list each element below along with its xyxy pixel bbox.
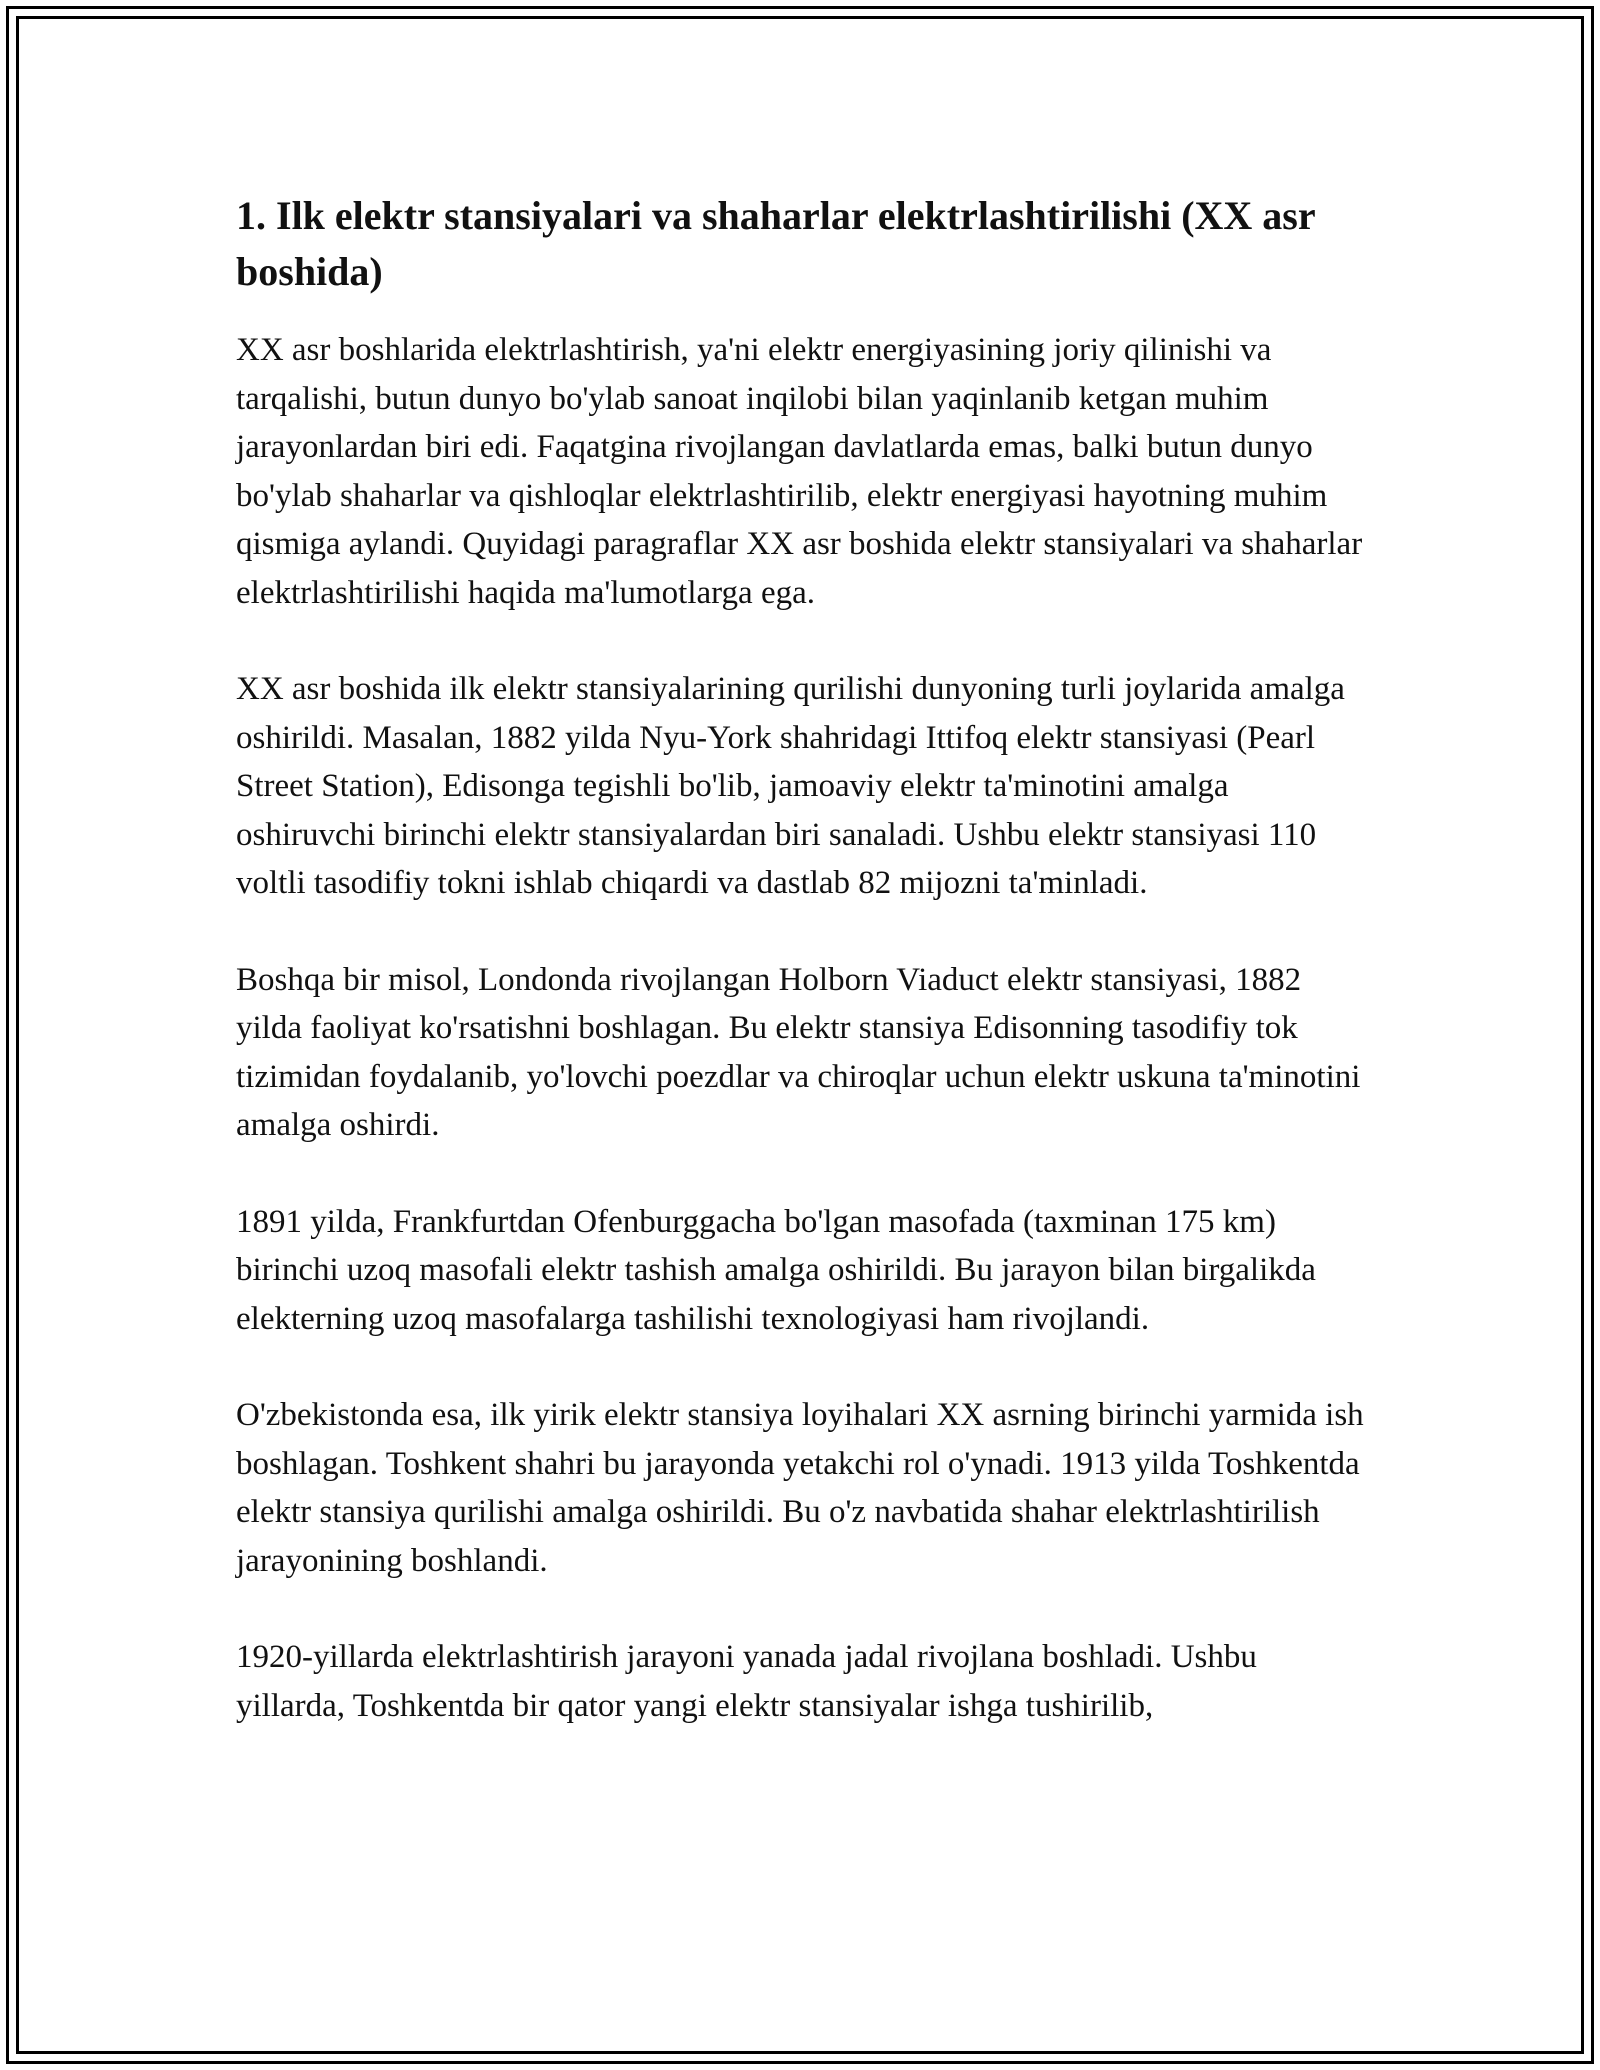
- paragraph: O'zbekistonda esa, ilk yirik elektr stansiya loyihalari XX asrning birinchi yarmida ish boshlagan. Toshkent shahri bu jarayonda yetakchi rol o'ynadi. 1913 yilda Toshkentda elektr stansiya qurilishi amalga oshirildi. Bu o'z navbatida shahar elektrlashtirilish jarayonining boshlandi.: [236, 1397, 1364, 1579]
- paragraph: 1920-yillarda elektrlashtirish jarayoni yanada jadal rivojlana boshladi. Ushbu yillarda, Toshkentda bir qator yangi elektr stansiyalar ishga tushirilib,: [236, 1639, 1257, 1724]
- document-body: [236, 188, 1366, 1730]
- paragraph: XX asr boshida ilk elektr stansiyalarining qurilishi dunyoning turli joylarida amalga oshirildi. Masalan, 1882 yilda Nyu-York shahridagi Ittifoq elektr stansiyasi (Pearl Street Station), Edisonga tegishli bo'lib, jamoaviy elektr ta'minotini amalga oshiruvchi birinchi elektr stansiyalardan biri sanaladi. Ushbu elektr stansiyasi 110 voltli tasodifiy tokni ishlab chiqardi va dastlab 82 mijozni ta'minladi.: [236, 671, 1345, 901]
- paragraph: Boshqa bir misol, Londonda rivojlangan Holborn Viaduct elektr stansiyasi, 1882 yilda faoliyat ko'rsatishni boshlagan. Bu elektr stansiya Edisonning tasodifiy tok tizimidan foydalanib, yo'lovchi poezdlar va chiroqlar uchun elektr uskuna ta'minotini amalga oshirdi.: [236, 961, 1361, 1143]
- paragraph: XX asr boshlarida elektrlashtirish, ya'ni elektr energiyasining joriy qilinishi va tarqalishi, butun dunyo bo'ylab sanoat inqilobi bilan yaqinlanib ketgan muhim jarayonlardan biri edi. Faqatgina rivojlangan davlatlarda emas, balki butun dunyo bo'ylab shaharlar va qishloqlar elektrlashtirilib, elektr energiyasi hayotning muhim qismiga aylandi. Quyidagi paragraflar XX asr boshida elektr stansiyalari va shaharlar elektrlashtirilishi haqida ma'lumotlarga ega.: [236, 332, 1363, 611]
- paragraph: 1891 yilda, Frankfurtdan Ofenburggacha bo'lgan masofada (taxminan 175 km) birinchi uzoq masofali elektr tashish amalga oshirildi. Bu jarayon bilan birgalikda elekterning uzoq masofalarga tashilishi texnologiyasi ham rivojlandi.: [236, 1203, 1316, 1337]
- section-heading: 1. Ilk elektr stansiyalari va shaharlar elektrlashtirilishi (XX asr boshida): [236, 193, 1315, 294]
